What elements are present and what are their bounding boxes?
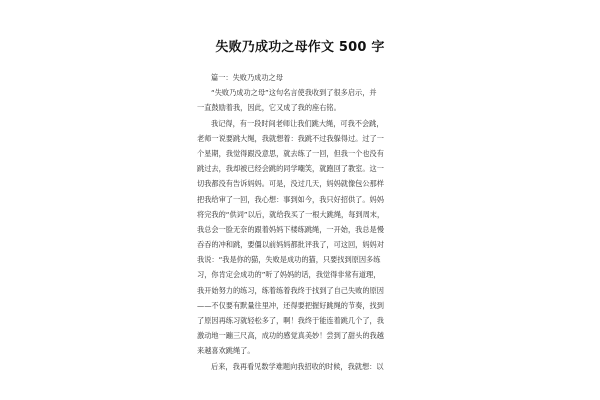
article-lines bbox=[197, 85, 401, 374]
text-line: 个星期，我觉得跟没意思，就去练了一回，但我一个也没有 bbox=[197, 148, 384, 158]
text-line: 一直鼓励着我，因此，它又成了我的座右铭。 bbox=[197, 103, 341, 113]
text-line: “失败乃成功之母”这句名言使我收到了很多启示，并 bbox=[211, 88, 377, 98]
text-line: 习，你肯定会成功的”听了妈妈的话，我觉得非常有道理， bbox=[197, 270, 381, 280]
text-line: 了原因再练习就轻松多了，啊！我终于能连着跳几个了，我 bbox=[197, 316, 384, 325]
text-line: 把我给审了一回，我心想：事到如今，我只好招供了。妈妈 bbox=[197, 194, 384, 204]
article-body bbox=[197, 70, 401, 374]
page-title: 失败乃成功之母作文 500 字 bbox=[215, 40, 385, 55]
text-line: 老师一说要跳大绳，我就想着：我跳不过我躲得过。过了一 bbox=[197, 133, 384, 143]
text-line: 后来，我再看见数学难题向我招收的时候，我就想：以 bbox=[211, 361, 384, 371]
text-line: 吞吞的冲和跳，要僵以前妈妈都批评我了，可这回，妈妈对 bbox=[197, 240, 384, 250]
text-line: ——不仅要有默量往里冲，还得要把握好跳绳的节奏，找到 bbox=[197, 300, 384, 310]
text-line: 我开始努力的练习，练着练着我终于找到了自己失败的原因 bbox=[197, 285, 384, 295]
text-line: 我记得，有一段时间老师让我们跳大绳，可我不会跳， bbox=[211, 118, 384, 128]
text-line: 来越喜欢跳绳了。 bbox=[197, 346, 255, 356]
text-line: 切我都没有告诉妈妈。可是，没过几天，妈妈就像包公那样 bbox=[197, 179, 384, 189]
text-line: 激动地一蹦三尺高，成功的感觉真美妙！尝到了甜头的我越 bbox=[197, 331, 384, 341]
text-line: 将完我的“供词”以后，就给我买了一根大跳绳，每到周末， bbox=[197, 209, 385, 219]
text-line: 我总会一脸无奈的跟着妈妈下楼练跳绳，一开始，我总是慢 bbox=[197, 224, 384, 234]
text-line: 跳过去，我却被已经会跳的同学嘲笑，就跑回了教室。这一 bbox=[197, 164, 384, 174]
text-line: 我说：“我是你的猫，失败是成功的猫，只要找到原因多练 bbox=[197, 255, 381, 265]
article-subtitle: 篇一：失败乃成功之母 bbox=[211, 73, 283, 82]
